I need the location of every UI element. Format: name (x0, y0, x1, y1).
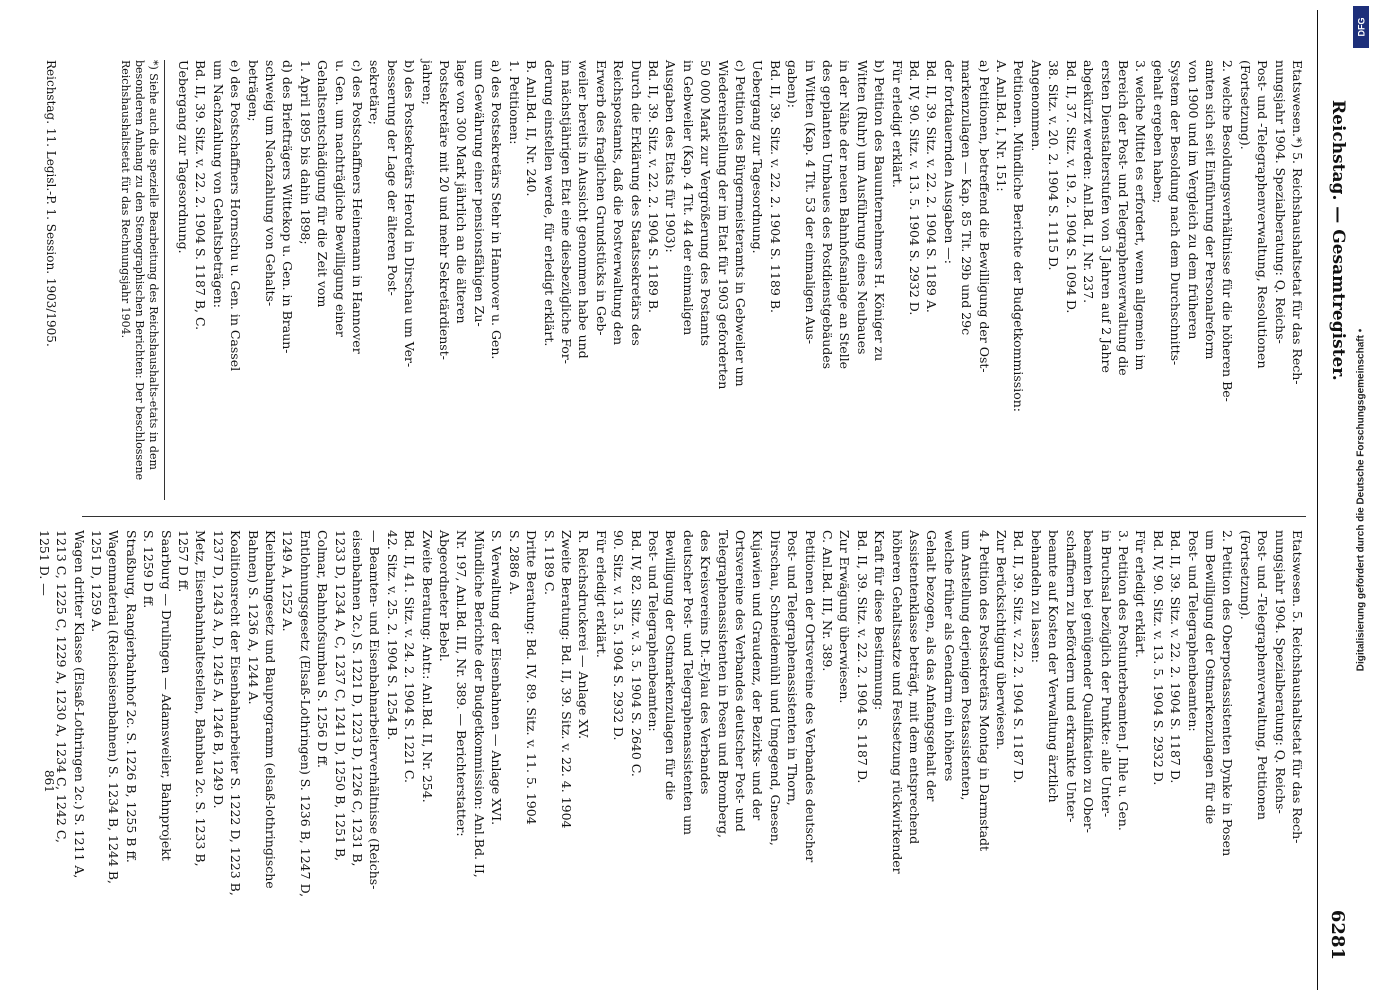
text-line: 38. Sitz. v. 20. 2. 1904 S. 1115 D. (1045, 60, 1061, 271)
text-line: ersten Dienstalterstufen von 3 Jahren auf 2 Jahre (1098, 60, 1114, 373)
text-line: Postsekretäre mit 20 und mehr Sekretärdienst- (436, 60, 452, 360)
text-line: Nr. 197, Anl.Bd. III, Nr. 389. — Berichterstatter: (454, 530, 469, 837)
text-line: Gehalt bezogen, als das Anfangsgehalt der (923, 530, 939, 802)
text-line: Bd. II, 39. Sitz. v. 22. 2. 1904 S. 1187 B, C. (192, 60, 208, 331)
text-line: Petitionen der Ortsvereine des Verbandes deutscher (802, 530, 818, 863)
text-line: 4. Petition des Postsekretärs Montag in Darmstadt (976, 530, 992, 852)
column-divider (82, 516, 1306, 517)
text-line: Kujawien und Graudenz, der Bezirks- und der (749, 530, 765, 821)
text-line: 1251 D, 1259 A. (88, 530, 104, 633)
text-line: b) des Postsekretärs Herold in Dirschau um Ver- (401, 60, 417, 368)
text-line: S. 2886 A. (506, 530, 522, 595)
text-line: Durch die Erklärung des Staatssekretärs des (628, 60, 644, 346)
text-line: Colmar, Bahnhofsumbau S. 1256 D ff. (314, 530, 330, 768)
text-line: C. Anl.Bd. III, Nr. 389. (819, 530, 835, 672)
running-title: Reichstag. — Gesamtregister. (1327, 100, 1348, 381)
text-line: Koalitionsrecht der Eisenbahnarbeiter S. 1222 D, 1223 B, (227, 530, 243, 896)
text-line: Bd. II, 39. Sitz. v. 22. 2. 1904 S. 1189 A. (923, 60, 939, 313)
text-line: 1251 D. — (36, 530, 52, 596)
text-line: Für erledigt erklärt. (1132, 530, 1148, 658)
dfg-logo (1353, 6, 1369, 48)
text-line: Witten (Ruhr) um Ausführung eines Neubaues (854, 60, 870, 355)
text-line: um Gewährung einer pensionsfähigen Zu- (471, 60, 487, 327)
text-line: Bd. II, 37. Sitz. v. 19. 2. 1904 S. 1094 D. (1063, 60, 1079, 314)
text-line: Kleinbahngesetz und Bauprogramm (elsaß-lothringische (262, 530, 278, 889)
text-line: Abgeordneter Bebel. (436, 530, 452, 662)
text-line: 90. Sitz. v. 13. 5. 1904 S. 2932 D. (610, 530, 626, 741)
text-line: Bd. II, 39. Sitz. v. 22. 2. 1904 S. 1187 D. (854, 530, 870, 784)
text-line: (Fortsetzung). (1237, 530, 1253, 620)
text-line: Zweite Beratung: Antr.: Anl.Bd. II, Nr. 254. (419, 530, 435, 803)
text-line: 1233 D, 1234 A, C, 1237 C, 1241 D, 1250 B, 1251 B, (332, 530, 348, 862)
text-line: von 1900 und im Vergleich zu dem früheren (1185, 60, 1201, 340)
text-line: nungsjahr 1904. Spezialberatung: Q. Reichs- (1272, 60, 1288, 344)
text-line: Kraft für diese Bestimmung: (871, 530, 887, 711)
text-line: Bd. II, 39. Sitz. v. 22. 2. 1904 S. 1189 B. (645, 60, 661, 313)
text-line: sekretäre; (366, 60, 382, 125)
text-line: 1. April 1895 bis dahin 1898; (297, 60, 313, 245)
text-line: gaben): (784, 60, 800, 108)
text-line: Wagen dritter Klasse (Elsaß-Lothringen 2c.) S. 1211 A, (71, 530, 87, 879)
text-line: 3. welche Mittel es erfordert, wenn allgemein im (1132, 60, 1148, 371)
text-line: um Anstellung derjenigen Postassistenten, (958, 530, 974, 801)
text-line: d) des Briefträgers Wittekop u. Gen. in Braun- (279, 60, 295, 354)
text-line: amten sich seit Einführung der Personalreform (1202, 60, 1218, 360)
text-line: S. Verwaltung der Eisenbahnen — Anlage XVI. (488, 530, 504, 826)
rotated-page (22, 10, 1362, 990)
text-line: nungsjahr 1904. Spezialberatung: Q. Reichs- (1272, 530, 1288, 814)
text-line: höheren Gehaltssatze und Festsetzung rückwirkender (889, 530, 905, 874)
text-line: Bahnen) S. 1236 A, 1244 A. (245, 530, 261, 705)
text-line: 1213 C, 1225 C, 1229 A, 1230 A, 1234 C, 1242 C, (53, 530, 69, 843)
page-number-bottom: 861 (41, 770, 56, 793)
text-line: Metz, Eisenbahnhaltestellen, Bahnbau 2c. S. 1233 B, (192, 530, 208, 867)
text-line: eisenbahnen 2c.) S. 1221 D, 1223 D, 1226 C, 1231 B, (349, 530, 365, 867)
text-line: Post- und -Telegraphenverwaltung, Petitionen (1254, 530, 1270, 820)
text-line: Petitionen. Mündliche Berichte der Budgetkommission: (1011, 60, 1026, 413)
text-line: Mündliche Berichte der Budgetkommission: Anl.Bd. II, (471, 530, 487, 878)
text-line: 42. Sitz. v. 25. 2. 1904 S. 1254 B. (384, 530, 400, 741)
text-line: S. 1189 C. (541, 530, 557, 595)
text-line: Straßburg, Rangierbahnhof 2c. S. 1226 B, 1255 B ff. (123, 530, 139, 863)
text-line: Bd. II, 41. Sitz. v. 24. 2. 1904 S. 1221 C. (401, 530, 417, 783)
text-line: A. Anl.Bd. I, Nr. 151: (993, 60, 1009, 192)
text-line: Post- und Telegraphenbeamten: (1185, 530, 1201, 732)
text-line: 1. Petitionen: (506, 60, 522, 145)
text-line: Saarburg — Drulingen — Adamsweiler, Bahnprojekt (158, 530, 174, 861)
text-line: im nächstjährigen Etat eine diesbezügliche For- (558, 60, 574, 364)
text-line: Ortsvereine des Verbandes deutscher Post- und (732, 530, 748, 832)
text-line: Etatswesen.*) 5. Reichshaushaltsetat für das Rech- (1289, 60, 1305, 385)
text-line: Reichspostamts, daß die Postverwaltung den (610, 60, 626, 346)
digitization-sidebar (1347, 0, 1375, 1000)
text-line: Bd. II, 39. Sitz. v. 22. 2. 1904 S. 1187 D. (1011, 530, 1026, 784)
text-line: B. Anl.Bd. II, Nr. 240. (523, 60, 539, 197)
text-line: Bd. IV, 90. Sitz. v. 13. 5. 1904 S. 2932 D. (1150, 530, 1166, 786)
text-line: des Kreisvereins Dt.-Eylau des Verbandes (697, 530, 713, 795)
text-line: Ausgaben des Etats für 1903): (662, 60, 678, 253)
text-line: 2. Petition des Oberpostassistenten Dynke in Posen (1219, 530, 1235, 857)
text-line: Zweite Beratung: Bd. II, 39. Sitz. v. 22. 4. 1904 (558, 530, 574, 829)
left-column-text (174, 60, 1305, 500)
text-line: in Gebweiler (Kap. 4 Tit. 44 der einmaligen (680, 60, 696, 336)
text-line: besserung der Lage der älteren Post- (384, 60, 400, 296)
text-line: a) Petitionen, betreffend die Bewilligung der Ost- (976, 60, 992, 373)
text-line: Bd. II, 39. Sitz. v. 22. 2. 1904 S. 1187 D. (1167, 530, 1183, 784)
right-column-text (35, 530, 1306, 970)
text-line: 1257 D ff. (175, 530, 191, 593)
text-line: a) des Postsekretärs Stehr in Hannover u. Gen. (488, 60, 504, 360)
text-line: Gehaltsentschädigung für die Zeit vom (314, 60, 330, 308)
text-line: Assistentenklasse beträgt, mit dem entsprechend (906, 530, 922, 845)
text-line: behandeln zu lassen: (1028, 530, 1044, 663)
text-line: Telegraphenassistenten in Posen und Bromberg, (715, 530, 731, 838)
page-number-top: 6281 (1326, 909, 1348, 960)
dfg-logo-text: DFG (1356, 17, 1366, 37)
text-line: Zur Berücksichtigung überwiesen. (993, 530, 1009, 750)
text-line: um Nachzahlung von Gehaltsbeträgen: (210, 60, 226, 308)
text-line: c) Petition des Bürgermeisteramts in Gebweiler um (732, 60, 748, 387)
text-line: b) Petition des Bauunternehmers H. Königer zu (871, 60, 887, 362)
text-line: 1249 A, 1252 A. (279, 530, 295, 632)
text-line: in Bruchsal bezüglich der Punkte: alle Unter- (1098, 530, 1114, 818)
text-line: weiler bereits in Aussicht genommen habe und (575, 60, 591, 359)
text-line: Bd. IV, 90. Sitz. v. 13. 5. 1904 S. 2932 D. (906, 60, 922, 316)
text-line: Bd. IV, 82. Sitz. v. 3. 5. 1904 S. 2640 C. (628, 530, 644, 777)
text-line: welche früher als Gendarm ein höheres (941, 530, 957, 782)
text-line: c) des Postschaffners Heinemann in Hannover (349, 60, 365, 354)
text-line: jahren; (419, 60, 435, 106)
left-column (82, 60, 1306, 500)
text-line: 2. welche Besoldungsverhältnisse für die höheren Be- (1219, 60, 1235, 402)
text-line: (Fortsetzung). (1237, 60, 1253, 150)
text-line: Für erledigt erklärt. (889, 60, 905, 188)
text-line: Uebergang zur Tagesordnung. (749, 60, 765, 254)
text-line: R. Reichsdruckerei — Anlage XV. (575, 530, 591, 740)
text-line: Für erledigt erklärt. (593, 530, 609, 658)
text-line: Wiedereinstellung der im Etat für 1903 geforderten (715, 60, 731, 390)
text-line: System der Besoldung nach dem Durchschnitts- (1167, 60, 1183, 366)
text-line: Dritte Beratung: Bd. IV, 89. Sitz. v. 11. 5. 1904 (523, 530, 539, 825)
text-line: Post- und -Telegraphenverwaltung, Resolutionen (1254, 60, 1270, 369)
text-line: beamte auf Kosten der Verwaltung ärztlich (1045, 530, 1061, 803)
text-line: 3. Petition des Postunterbeamten J. Ihle u. Gen. (1115, 530, 1131, 831)
text-line: — Beamten- und Eisenbahnarbeiterverhältnisse (Reichs- (366, 530, 382, 890)
text-line: u. Gen. um nachträgliche Bewilligung einer (332, 60, 348, 337)
text-line: Wagenmaterial (Reichseisenbahnen) S. 1234 B, 1244 B, (105, 530, 121, 884)
text-line: beträgen; (245, 60, 261, 122)
text-line: Bd. II, 39. Sitz. v. 22. 2. 1904 S. 1189 B. (767, 60, 783, 313)
text-line: Zur Erwägung überwiesen. (836, 530, 852, 704)
text-line: abgekürzt werden: Anl.Bd. II, Nr. 237. (1080, 60, 1096, 304)
text-line: in Witten (Kap. 4 Tit. 53 der einmaligen Aus- (802, 60, 818, 345)
text-line: Etatswesen. 5. Reichshaushaltsetat für das Rech- (1289, 530, 1305, 844)
text-line: der fortdauernden Ausgaben —: (941, 60, 957, 264)
text-line: markenzulagen — Kap. 85 Tit. 29b und 29c (958, 60, 974, 336)
text-line: lage von 300 Mark jährlich an die älteren (454, 60, 469, 324)
text-line: beamten bei genügender Qualifikation zu Ober- (1080, 530, 1096, 833)
text-line: Uebergang zur Tagesordnung. (175, 60, 191, 254)
text-line: 1237 D, 1243 A, D, 1245 A, 1246 B, 1249 D. (210, 530, 226, 809)
text-line: e) des Postschaffners Hornschu u. Gen. in Cassel (227, 60, 243, 372)
text-line: S. 1259 D ff. (140, 530, 156, 609)
sidebar-credit: Digitalisierung gefördert durch die Deutsche Forschungsgemeinschaft • (1355, 328, 1367, 672)
text-line: des geplanten Umbaues des Postdienstgebäudes (819, 60, 835, 370)
text-line: Post- und Telegraphenbeamten: (645, 530, 661, 732)
text-line: schaffnern zu befördern und erkrankte Unter- (1063, 530, 1079, 823)
page-footer: Reichstag. 11. Legisl.-P. 1. Session. 1903/1905. (43, 60, 58, 347)
text-line: Post- und Telegraphenassistenten in Thorn, (784, 530, 800, 806)
footnote: *) Siehe auch die spezielle Bearbeitung des Reichshaushalts-etats in dem besonderen Anhang zu den Stenographischen Berichten: Der beschlossene Reichshaushaltsetat für das Rechnungsjahr 1904. (117, 60, 164, 500)
text-line: um Bewilligung der Ostmarkenzulagen für die (1202, 530, 1218, 825)
text-line: deutscher Post- und Telegraphenassistenten um (680, 530, 696, 836)
text-line: Dirschau, Schneidemühl und Umgegend, Gnesen, (767, 530, 783, 846)
text-line: derung einstellen werde, für erledigt erklärt. (541, 60, 557, 347)
text-line: schweig um Nachzahlung von Gehalts- (262, 60, 278, 307)
text-line: gehalt ergeben haben; (1150, 60, 1166, 204)
text-line: Bewilligung der Ostmarkenzulagen für die (662, 530, 678, 801)
text-line: in der Nähe der neuen Bahnhofsanlage an Stelle (836, 60, 852, 369)
text-line: Bereich der Post- und Telegraphenverwaltung die (1115, 60, 1131, 376)
text-line: Erwerb des fraglichen Grundstücks in Geb- (593, 60, 609, 336)
text-line: Angenommen. (1028, 60, 1044, 152)
text-line: Entlohnungsgesetz (Elsaß-Lothringen) S. 1236 B, 1247 D, (297, 530, 313, 898)
text-line: 50 000 Mark zur Vergrößerung des Postamts (697, 60, 713, 347)
